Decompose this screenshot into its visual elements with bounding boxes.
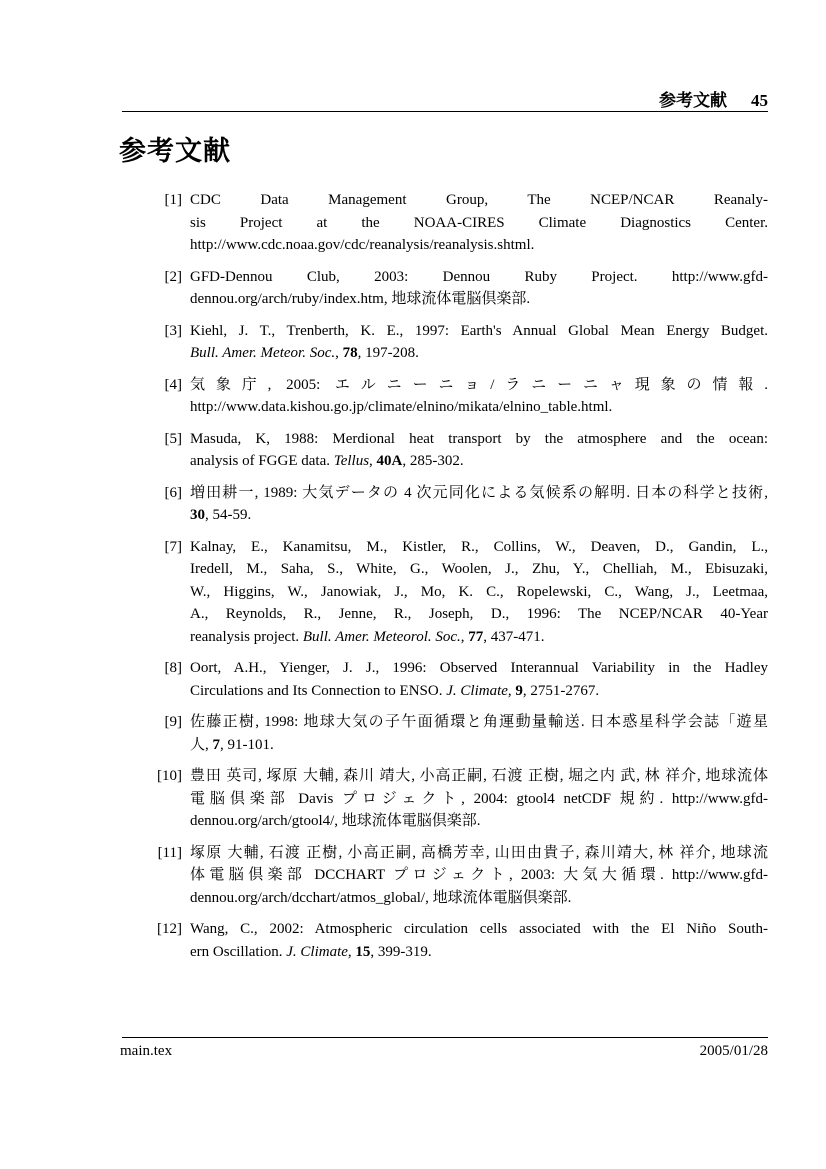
text-segment: Kalnay, E., Kanamitsu, M., Kistler, R., Collins, W., Deaven, D., Gandin, L., — [190, 538, 768, 555]
text-segment: 7 — [212, 736, 221, 753]
text-segment: , 285-302. — [402, 453, 464, 469]
text-segment: Tellus — [333, 453, 370, 469]
text-segment: 塚原 大輔, 石渡 正樹, 小高正嗣, 高橋芳幸, 山田由貴子, 森川靖大, 林 祥介, 地球流 — [190, 844, 768, 861]
reference-body — [190, 657, 768, 702]
text-segment: 15 — [355, 943, 371, 960]
reference-line — [190, 626, 768, 649]
reference-line — [190, 765, 768, 788]
reference-label: [4] — [164, 376, 182, 393]
reference-line — [190, 536, 768, 559]
reference-label: [8] — [164, 660, 182, 676]
text-segment: J. Climate — [446, 682, 508, 699]
reference-item — [122, 482, 768, 527]
reference-line — [190, 212, 768, 235]
reference-line — [190, 734, 768, 757]
reference-line — [190, 266, 768, 289]
reference-label: [6] — [164, 484, 182, 501]
reference-line — [190, 864, 768, 887]
text-segment: , — [335, 345, 343, 361]
reference-body — [190, 320, 768, 365]
reference-label: [1] — [164, 192, 182, 208]
text-segment: J. Climate — [286, 943, 348, 960]
reference-item — [122, 842, 768, 910]
text-segment: Oort, A.H., Yienger, J. J., 1996: Observed Interannual Variability in the Hadley — [190, 660, 768, 676]
text-segment: analysis of FGGE data. — [190, 453, 334, 469]
reference-body — [190, 711, 768, 756]
text-segment: GFD-Dennou Club, 2003: Dennou Ruby Project. http://www.gfd- — [190, 268, 768, 285]
text-segment: Bull. Amer. Meteor. Soc. — [190, 345, 336, 361]
text-segment: http://www.cdc.noaa.gov/cdc/reanalysis/reanalysis.shtml. — [190, 237, 535, 253]
text-segment: A., Reynolds, R., Jenne, R., Joseph, D., 1996: The NCEP/NCAR 40-Year — [190, 606, 768, 622]
text-segment: 豊田 英司, 塚原 大輔, 森川 靖大, 小高正嗣, 石渡 正樹, 堀之内 武, 林 祥介, 地球流体 — [190, 768, 768, 784]
reference-label: [2] — [164, 268, 182, 285]
footer-date: 2005/01/28 — [699, 1043, 768, 1059]
page-header — [122, 86, 768, 111]
reference-line — [190, 711, 768, 734]
text-segment: dennou.org/arch/gtool4/, 地球流体電脳倶楽部. — [190, 813, 481, 829]
reference-item — [122, 428, 768, 473]
reference-line — [190, 941, 768, 964]
reference-body — [190, 842, 768, 910]
reference-label: [12] — [157, 921, 182, 937]
text-segment: 人, — [190, 736, 213, 753]
text-segment: ern Oscillation. — [190, 943, 287, 960]
reference-line — [190, 558, 768, 581]
reference-label: [9] — [164, 714, 182, 730]
reference-label: [3] — [164, 322, 182, 339]
text-segment: Wang, C., 2002: Atmospheric circulation cells associated with the El Niño South- — [190, 921, 768, 937]
text-segment: Bull. Amer. Meteorol. Soc. — [302, 628, 461, 645]
text-segment: Circulations and Its Connection to ENSO. — [190, 682, 447, 699]
reference-line — [190, 482, 768, 505]
header-page-number: 45 — [751, 91, 768, 110]
text-segment: dennou.org/arch/ruby/index.htm, 地球流体電脳倶楽部. — [190, 291, 531, 307]
reference-body — [190, 765, 768, 833]
text-segment: , 399-319. — [370, 943, 432, 960]
text-segment: , 2751-2767. — [522, 682, 600, 699]
reference-item — [122, 536, 768, 649]
reference-line — [190, 810, 768, 833]
reference-line — [190, 450, 768, 473]
text-segment: reanalysis project. — [190, 628, 303, 645]
text-segment: , — [507, 682, 516, 699]
text-segment: , 54-59. — [205, 507, 252, 523]
reference-line — [190, 603, 768, 626]
text-segment: 佐藤正樹, 1998: 地球大気の子午面循環と角運動量輸送. 日本惑星科学会誌「遊星 — [190, 714, 768, 730]
reference-body — [190, 536, 768, 649]
reference-item — [122, 189, 768, 257]
text-segment: 77 — [468, 628, 484, 645]
text-segment: Iredell, M., Saha, S., White, G., Woolen, J., Zhu, Y., Chelliah, M., Ebisuzaki, — [190, 561, 768, 577]
reference-item — [122, 657, 768, 702]
text-segment: sis Project at the NOAA-CIRES Climate Diagnostics Center. — [190, 214, 768, 231]
text-segment: Masuda, K, 1988: Merdional heat transport by the atmosphere and the ocean: — [190, 430, 768, 447]
reference-line — [190, 342, 768, 365]
reference-body — [190, 482, 768, 527]
reference-line — [190, 657, 768, 680]
reference-label: [10] — [157, 768, 182, 784]
reference-line — [190, 504, 768, 527]
reference-body — [190, 189, 768, 257]
footer-rule — [122, 1037, 768, 1038]
reference-line — [190, 918, 768, 941]
text-segment: 体電脳倶楽部 DCCHART プロジェクト, 2003: 大気大循環. http://www.gfd- — [190, 867, 768, 883]
reference-line — [190, 887, 768, 910]
reference-label: [7] — [164, 538, 182, 555]
reference-body — [190, 428, 768, 473]
page-title: 参考文献 — [119, 136, 231, 166]
text-segment: http://www.data.kishou.go.jp/climate/elnino/mikata/elnino_table.html. — [190, 399, 613, 415]
page-footer — [120, 1043, 768, 1060]
text-segment: , 91-101. — [220, 736, 274, 753]
reference-body — [190, 918, 768, 963]
footer-filename: main.tex — [120, 1043, 173, 1059]
header-section-label: 参考文献 — [659, 91, 727, 110]
text-segment: 増田耕一, 1989: 大気データの 4 次元同化による気候系の解明. 日本の科学と技術, — [190, 484, 768, 501]
reference-line — [190, 581, 768, 604]
reference-line — [190, 428, 768, 451]
text-segment: , 437-471. — [483, 628, 545, 645]
reference-line — [190, 788, 768, 811]
text-segment: 78 — [342, 345, 358, 361]
text-segment: W., Higgins, W., Janowiak, J., Mo, K. C., Ropelewski, C., Wang, J., Leetmaa, — [190, 583, 768, 600]
reference-line — [190, 842, 768, 865]
text-segment: 9 — [515, 682, 523, 699]
reference-line — [190, 189, 768, 212]
reference-body — [190, 266, 768, 311]
reference-item — [122, 711, 768, 756]
reference-item — [122, 765, 768, 833]
reference-list — [122, 189, 768, 972]
reference-line — [190, 288, 768, 311]
text-segment: , — [369, 453, 377, 469]
header-rule — [122, 111, 768, 112]
text-segment: Kiehl, J. T., Trenberth, K. E., 1997: Earth's Annual Global Mean Energy Budget. — [190, 322, 768, 339]
reference-item — [122, 918, 768, 963]
reference-line — [190, 320, 768, 343]
reference-line — [190, 374, 768, 397]
reference-item — [122, 266, 768, 311]
reference-line — [190, 396, 768, 419]
text-segment: , 197-208. — [357, 345, 419, 361]
reference-item — [122, 374, 768, 419]
reference-body — [190, 374, 768, 419]
reference-line — [190, 680, 768, 703]
text-segment: , — [460, 628, 469, 645]
reference-label: [5] — [164, 430, 182, 447]
reference-item — [122, 320, 768, 365]
text-segment: 気象庁, 2005: エルニーニョ/ラニーニャ現象の情報. — [190, 376, 768, 393]
text-segment: dennou.org/arch/dcchart/atmos_global/, 地球流体電脳倶楽部. — [190, 889, 572, 906]
reference-line — [190, 234, 768, 257]
text-segment: 30 — [190, 507, 205, 523]
text-segment: 40A — [376, 453, 403, 469]
text-segment: 電脳倶楽部 Davis プロジェクト, 2004: gtool4 netCDF 規約. http://www.gfd- — [190, 790, 768, 807]
text-segment: , — [347, 943, 356, 960]
text-segment: CDC Data Management Group, The NCEP/NCAR Reanaly- — [190, 192, 768, 208]
reference-label: [11] — [157, 844, 182, 861]
